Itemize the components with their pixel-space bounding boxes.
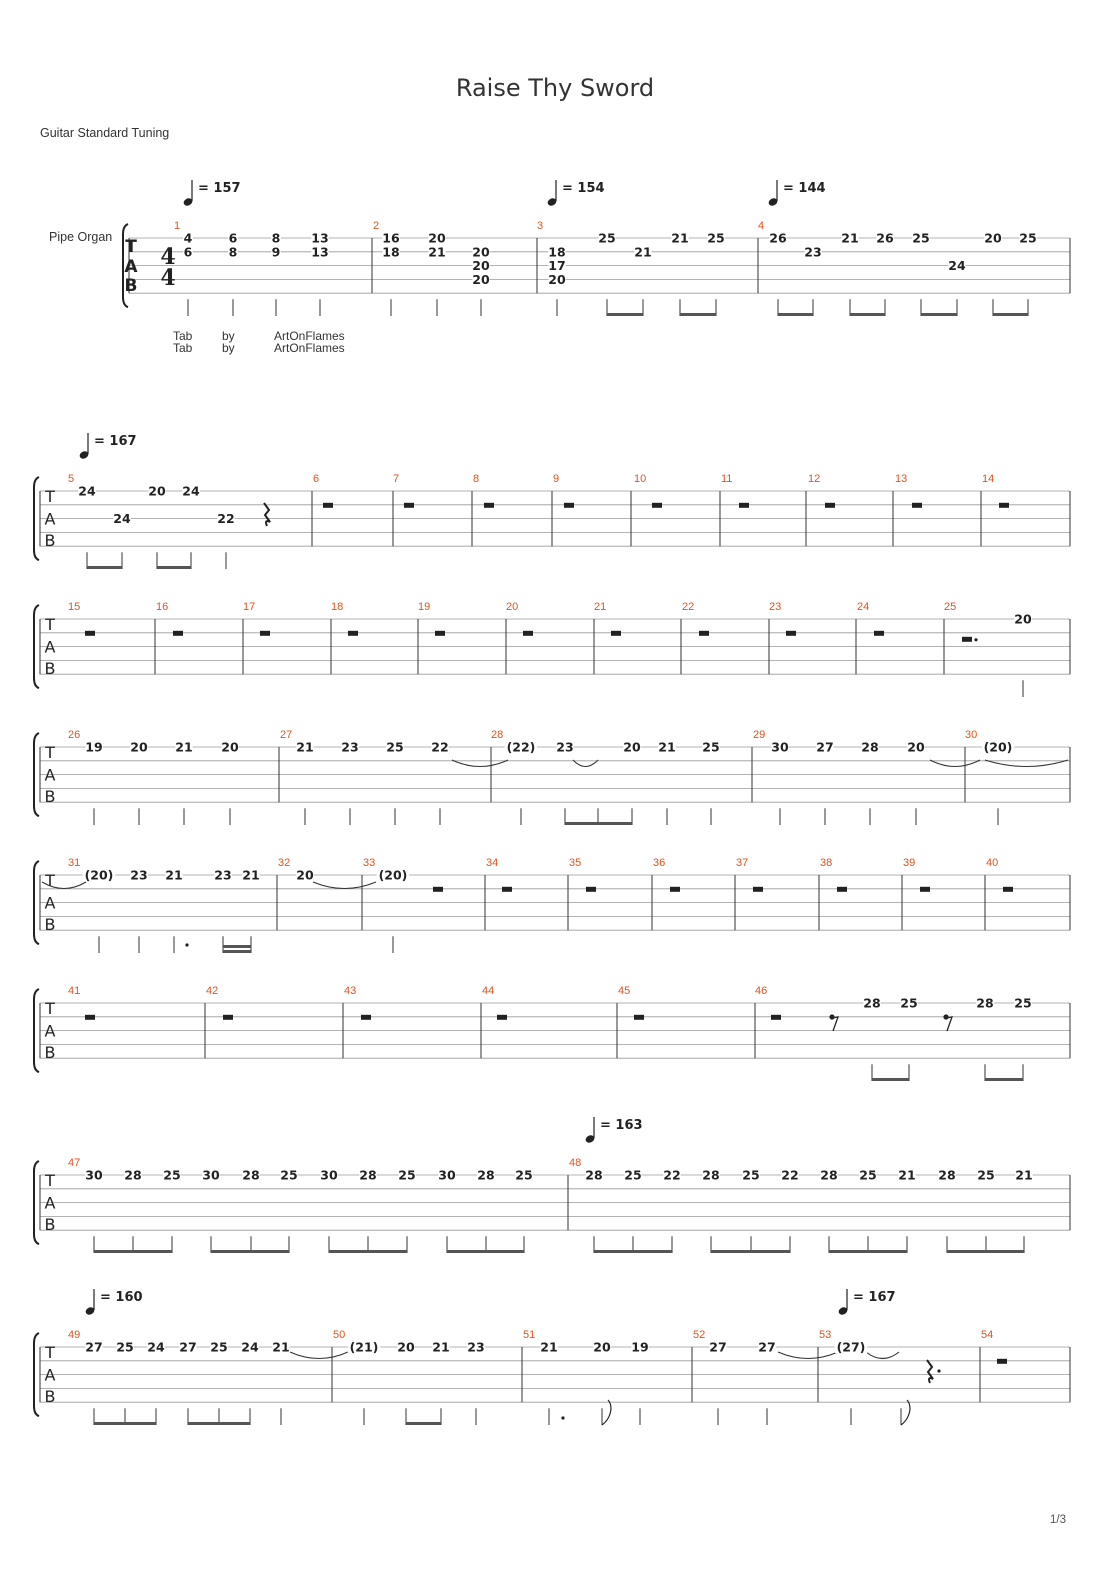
- fret-note: 21: [540, 1339, 558, 1355]
- fret-note: 28: [477, 1167, 495, 1183]
- credit-author: ArtOnFlames: [274, 341, 345, 355]
- measure-number: 54: [981, 1329, 994, 1341]
- fret-note: 21: [296, 739, 314, 755]
- tempo-marking: = 160: [100, 1290, 143, 1305]
- tempo-marking: = 154: [562, 181, 605, 196]
- measure-number: 45: [618, 985, 631, 997]
- measure-number: 42: [206, 985, 219, 997]
- half-rest: [837, 887, 847, 892]
- half-rest: [348, 631, 358, 636]
- half-rest: [997, 1359, 1007, 1364]
- fret-note: 21: [841, 230, 859, 246]
- note-beam: [594, 1250, 672, 1253]
- system-bracket: [34, 1333, 39, 1416]
- fret-note: 20: [428, 230, 446, 246]
- measure-number: 48: [569, 1157, 582, 1169]
- fret-note: 20: [221, 739, 239, 755]
- measure-number: 51: [523, 1329, 536, 1341]
- measure-number: 3: [537, 220, 544, 232]
- fret-note: 18: [382, 244, 400, 260]
- half-rest: [497, 1015, 507, 1020]
- note-beam: [778, 313, 813, 316]
- half-rest: [771, 1015, 781, 1020]
- half-rest: [586, 887, 596, 892]
- measure-number: 9: [553, 473, 560, 485]
- tab-letter-t: T: [45, 871, 55, 890]
- fret-note: 21: [671, 230, 689, 246]
- tempo-marking: = 167: [94, 434, 137, 449]
- fret-note: 18: [548, 244, 566, 260]
- fret-note: 20: [397, 1339, 415, 1355]
- half-rest: [786, 631, 796, 636]
- fret-note: (27): [836, 1339, 866, 1355]
- fret-note: 17: [548, 258, 566, 274]
- fret-note: 23: [341, 739, 359, 755]
- measure-number: 25: [944, 601, 957, 613]
- dot: [561, 1416, 564, 1419]
- fret-note: 25: [742, 1167, 760, 1183]
- measure-number: 6: [313, 473, 320, 485]
- fret-note: 25: [210, 1339, 228, 1355]
- fret-note: 21: [242, 867, 260, 883]
- half-rest: [173, 631, 183, 636]
- measure-number: 38: [820, 857, 833, 869]
- tab-letter-a: A: [44, 765, 56, 785]
- tab-letter-b: B: [44, 659, 56, 679]
- note-beam: [406, 1422, 441, 1425]
- fret-note: 28: [938, 1167, 956, 1183]
- fret-note: 23: [804, 244, 822, 260]
- note-flag: [901, 1400, 910, 1425]
- measure-number: 20: [506, 601, 519, 613]
- half-rest: [502, 887, 512, 892]
- fret-note: 20: [130, 739, 148, 755]
- fret-note: 22: [781, 1167, 799, 1183]
- fret-note: 8: [228, 244, 238, 260]
- measure-number: 15: [68, 601, 81, 613]
- fret-note: 25: [977, 1167, 995, 1183]
- measure-number: 18: [331, 601, 344, 613]
- system-bracket: [34, 989, 39, 1072]
- measure-number: 26: [68, 729, 81, 741]
- note-beam: [223, 945, 251, 948]
- half-rest: [699, 631, 709, 636]
- tab-letter-b: B: [44, 1387, 56, 1407]
- fret-note: 22: [217, 511, 235, 527]
- quarter-rest: [264, 503, 270, 526]
- fret-note: 8: [271, 230, 281, 246]
- system-bracket: [34, 477, 39, 560]
- tab-letter-a: A: [124, 257, 138, 277]
- fret-note: 13: [311, 230, 329, 246]
- note-beam: [329, 1250, 407, 1253]
- tab-letter-t: T: [45, 487, 55, 506]
- fret-note: (20): [983, 739, 1013, 755]
- fret-note: 24: [78, 483, 96, 499]
- fret-note: 20: [593, 1339, 611, 1355]
- measure-number: 37: [736, 857, 749, 869]
- fret-note: 28: [820, 1167, 838, 1183]
- half-rest: [962, 637, 972, 642]
- fret-note: 4: [183, 230, 193, 246]
- measure-number: 30: [965, 729, 978, 741]
- tab-letter-t: T: [45, 999, 55, 1018]
- tuning-label: Guitar Standard Tuning: [40, 126, 170, 140]
- dot: [974, 638, 977, 641]
- fret-note: 27: [758, 1339, 776, 1355]
- half-rest: [404, 503, 414, 508]
- measure-number: 47: [68, 1157, 81, 1169]
- quarter-rest: [927, 1360, 933, 1383]
- credit-word: by: [222, 329, 235, 343]
- measure-number: 17: [243, 601, 256, 613]
- note-beam: [188, 1422, 250, 1425]
- measure-number: 32: [278, 857, 291, 869]
- measure-number: 39: [903, 857, 916, 869]
- tab-letter-a: A: [44, 893, 56, 913]
- fret-note: 20: [148, 483, 166, 499]
- half-rest: [611, 631, 621, 636]
- fret-note: 21: [428, 244, 446, 260]
- measure-number: 43: [344, 985, 357, 997]
- tempo-marking: = 157: [198, 181, 241, 196]
- fret-note: 28: [359, 1167, 377, 1183]
- measure-number: 14: [982, 473, 995, 485]
- measure-number: 11: [721, 473, 733, 485]
- measure-number: 16: [156, 601, 169, 613]
- measure-number: 28: [491, 729, 504, 741]
- measure-number: 27: [280, 729, 293, 741]
- fret-note: 21: [165, 867, 183, 883]
- fret-note: 20: [472, 244, 490, 260]
- tab-letter-b: B: [124, 276, 138, 296]
- system-bracket: [34, 861, 39, 944]
- measure-number: 24: [857, 601, 870, 613]
- fret-note: 28: [585, 1167, 603, 1183]
- note-beam: [993, 313, 1028, 316]
- measure-number: 52: [693, 1329, 706, 1341]
- tab-letter-t: T: [45, 1343, 55, 1362]
- note-beam: [607, 313, 643, 316]
- fret-note: 6: [228, 230, 238, 246]
- staff-lines: [34, 224, 1070, 1416]
- fret-note: 21: [634, 244, 652, 260]
- fret-note: 25: [398, 1167, 416, 1183]
- note-beam: [921, 313, 957, 316]
- fret-note: 25: [707, 230, 725, 246]
- half-rest: [912, 503, 922, 508]
- fret-note: 21: [272, 1339, 290, 1355]
- half-rest: [223, 1015, 233, 1020]
- eighth-rest: [943, 1014, 948, 1019]
- measure-number: 1: [174, 220, 181, 232]
- measure-number: 50: [333, 1329, 346, 1341]
- fret-note: 23: [214, 867, 232, 883]
- half-rest: [753, 887, 763, 892]
- half-rest: [670, 887, 680, 892]
- half-rest: [634, 1015, 644, 1020]
- fret-note: 20: [472, 258, 490, 274]
- measure-number: 40: [986, 857, 999, 869]
- fret-note: 25: [386, 739, 404, 755]
- tie-arc: [313, 882, 376, 889]
- note-beam: [211, 1250, 289, 1253]
- measure-number: 31: [68, 857, 81, 869]
- fret-note: 27: [709, 1339, 727, 1355]
- dot: [185, 943, 188, 946]
- note-beam: [565, 822, 632, 825]
- tie-arc: [866, 1352, 899, 1359]
- fret-note: 21: [898, 1167, 916, 1183]
- half-rest: [435, 631, 445, 636]
- fret-note: 27: [85, 1339, 103, 1355]
- fret-note: 22: [663, 1167, 681, 1183]
- note-beam: [94, 1250, 172, 1253]
- fret-note: 13: [311, 244, 329, 260]
- note-beam: [157, 566, 191, 569]
- measure-number: 8: [473, 473, 480, 485]
- fret-note: 23: [467, 1339, 485, 1355]
- fret-note: (20): [84, 867, 114, 883]
- tab-letter-b: B: [44, 1043, 56, 1063]
- fret-note: 30: [771, 739, 789, 755]
- half-rest: [260, 631, 270, 636]
- fret-note: 24: [113, 511, 131, 527]
- fret-note: 24: [948, 258, 966, 274]
- measure-number: 49: [68, 1329, 81, 1341]
- half-rest: [739, 503, 749, 508]
- measure-number: 13: [895, 473, 908, 485]
- note-beam: [872, 1078, 909, 1081]
- credit-author: ArtOnFlames: [274, 329, 345, 343]
- note-beam: [829, 1250, 907, 1253]
- tab-letter-b: B: [44, 787, 56, 807]
- fret-note: 28: [124, 1167, 142, 1183]
- tab-letter-a: A: [44, 637, 56, 657]
- song-title: Raise Thy Sword: [455, 74, 655, 102]
- measure-number: 34: [486, 857, 499, 869]
- fret-note: 30: [202, 1167, 220, 1183]
- time-signature-numerator: 4: [160, 244, 176, 270]
- half-rest: [1003, 887, 1013, 892]
- fret-note: 23: [556, 739, 574, 755]
- fret-note: 27: [179, 1339, 197, 1355]
- note-flag: [602, 1400, 611, 1425]
- fret-note: 21: [432, 1339, 450, 1355]
- measure-number: 23: [769, 601, 782, 613]
- measure-number: 12: [808, 473, 821, 485]
- fret-note: 19: [631, 1339, 649, 1355]
- measure-number: 35: [569, 857, 582, 869]
- credit-word: Tab: [173, 329, 193, 343]
- fret-note: 30: [438, 1167, 456, 1183]
- measure-number: 7: [393, 473, 400, 485]
- fret-note: 25: [280, 1167, 298, 1183]
- tab-letter-t: T: [45, 615, 55, 634]
- fret-note: 21: [1015, 1167, 1033, 1183]
- credit-word: by: [222, 341, 235, 355]
- measure-number: 41: [68, 985, 81, 997]
- fret-note: 25: [859, 1167, 877, 1183]
- tempo-marking: = 144: [783, 181, 826, 196]
- note-beam: [87, 566, 122, 569]
- fret-note: 28: [863, 995, 881, 1011]
- half-rest: [825, 503, 835, 508]
- half-rest: [484, 503, 494, 508]
- tab-letter-b: B: [44, 1215, 56, 1235]
- note-beam: [680, 313, 716, 316]
- fret-note: 16: [382, 230, 400, 246]
- fret-note: 24: [182, 483, 200, 499]
- dot: [937, 1369, 940, 1372]
- fret-note: (21): [349, 1339, 379, 1355]
- half-rest: [323, 503, 333, 508]
- fret-note: 21: [175, 739, 193, 755]
- fret-note: 25: [163, 1167, 181, 1183]
- note-beam: [947, 1250, 1024, 1253]
- fret-note: 25: [515, 1167, 533, 1183]
- half-rest: [361, 1015, 371, 1020]
- fret-note: 26: [769, 230, 787, 246]
- half-rest: [85, 1015, 95, 1020]
- tempo-marking: = 163: [600, 1118, 643, 1133]
- half-rest: [85, 631, 95, 636]
- system-bracket: [34, 605, 39, 688]
- fret-note: 26: [876, 230, 894, 246]
- half-rest: [874, 631, 884, 636]
- note-beam: [223, 950, 251, 953]
- tab-letter-t: T: [45, 1171, 55, 1190]
- fret-note: 28: [976, 995, 994, 1011]
- fret-note: 23: [130, 867, 148, 883]
- note-beam: [711, 1250, 790, 1253]
- half-rest: [999, 503, 1009, 508]
- fret-note: 25: [624, 1167, 642, 1183]
- tie-arc: [778, 1352, 838, 1359]
- fret-note: 30: [320, 1167, 338, 1183]
- tab-letter-a: A: [44, 1365, 56, 1385]
- fret-note: 9: [271, 244, 281, 260]
- tab-letter-b: B: [44, 531, 56, 551]
- fret-note: 28: [702, 1167, 720, 1183]
- half-rest: [523, 631, 533, 636]
- fret-numbers: [78, 231, 1036, 1355]
- fret-note: 28: [242, 1167, 260, 1183]
- fret-note: 19: [85, 739, 103, 755]
- time-signature-denominator: 4: [160, 265, 176, 291]
- measure-number: 44: [482, 985, 495, 997]
- fret-note: 25: [912, 230, 930, 246]
- half-rest: [652, 503, 662, 508]
- half-rest: [564, 503, 574, 508]
- fret-note: 20: [623, 739, 641, 755]
- tab-letter-t: T: [45, 743, 55, 762]
- fret-note: 24: [241, 1339, 259, 1355]
- tab-letter-a: A: [44, 509, 56, 529]
- note-beam: [94, 1422, 156, 1425]
- measure-number: 10: [634, 473, 647, 485]
- half-rest: [433, 887, 443, 892]
- measure-number: 21: [594, 601, 607, 613]
- note-beam: [447, 1250, 524, 1253]
- fret-note: 25: [1019, 230, 1037, 246]
- fret-note: 25: [702, 739, 720, 755]
- fret-note: 27: [816, 739, 834, 755]
- fret-note: 30: [85, 1167, 103, 1183]
- measure-number: 4: [758, 220, 765, 232]
- measure-number: 19: [418, 601, 431, 613]
- fret-note: 20: [1014, 611, 1032, 627]
- system-bracket: [34, 1161, 39, 1244]
- note-beam: [985, 1078, 1023, 1081]
- instrument-label: Pipe Organ: [49, 230, 113, 244]
- measure-number: 46: [755, 985, 768, 997]
- half-rest: [920, 887, 930, 892]
- measure-number: 22: [682, 601, 695, 613]
- fret-note: (20): [378, 867, 408, 883]
- credit-word: Tab: [173, 341, 193, 355]
- measure-number: 36: [653, 857, 666, 869]
- fret-note: 25: [900, 995, 918, 1011]
- fret-note: 20: [907, 739, 925, 755]
- fret-note: 20: [472, 271, 490, 287]
- fret-note: 21: [658, 739, 676, 755]
- fret-note: 25: [1014, 995, 1032, 1011]
- fret-note: 25: [598, 230, 616, 246]
- measure-number: 29: [753, 729, 766, 741]
- fret-note: 25: [116, 1339, 134, 1355]
- measure-number: 33: [363, 857, 376, 869]
- fret-note: 20: [548, 271, 566, 287]
- system-bracket: [34, 733, 39, 816]
- measure-number: 53: [819, 1329, 832, 1341]
- fret-note: (22): [506, 739, 536, 755]
- measure-number: 5: [68, 473, 75, 485]
- tab-letter-b: B: [44, 915, 56, 935]
- fret-note: 20: [296, 867, 314, 883]
- measure-number: 2: [373, 220, 380, 232]
- fret-note: 6: [183, 244, 193, 260]
- note-beam: [850, 313, 885, 316]
- fret-note: 24: [147, 1339, 165, 1355]
- tempo-marking: = 167: [853, 1290, 896, 1305]
- fret-note: 28: [861, 739, 879, 755]
- tab-letter-a: A: [44, 1021, 56, 1041]
- fret-note: 22: [431, 739, 449, 755]
- tie-arc: [290, 1352, 348, 1359]
- fret-note: 20: [984, 230, 1002, 246]
- eighth-rest: [829, 1014, 834, 1019]
- tab-letter-t: T: [125, 237, 137, 257]
- tab-letter-a: A: [44, 1193, 56, 1213]
- page-number: 1/3: [1050, 1514, 1066, 1526]
